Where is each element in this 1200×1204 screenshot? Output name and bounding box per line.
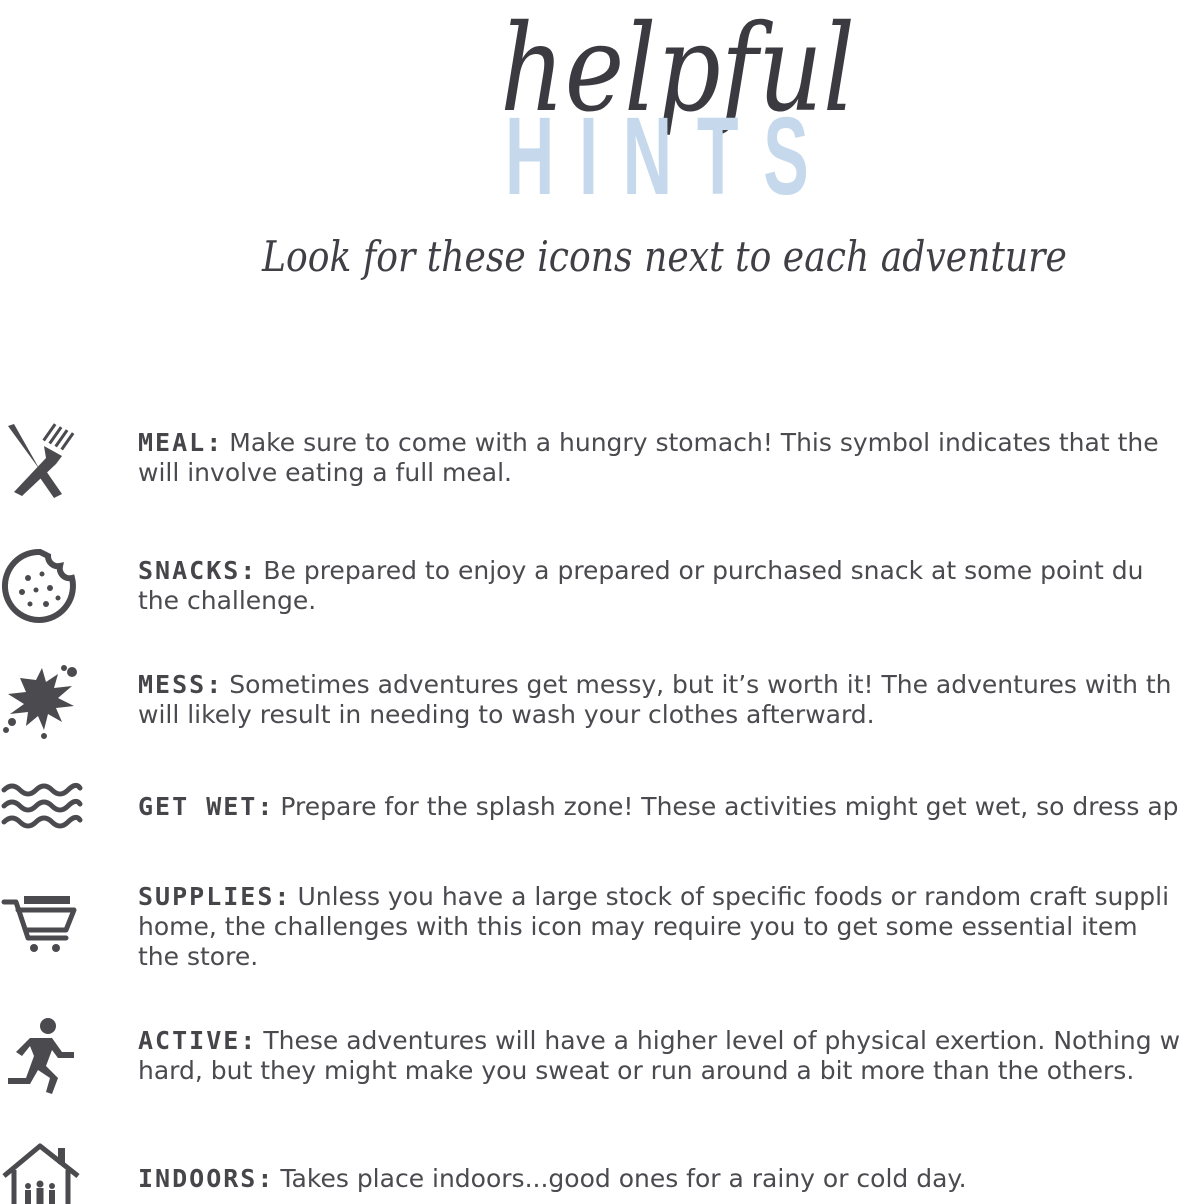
active-text-line-1: These adventures will have a higher level of physical exertion. Nothing w: [263, 1026, 1181, 1055]
meal-text-line-2: will involve eating a full meal.: [138, 458, 512, 487]
cookie-icon: [0, 548, 84, 624]
meal-label: MEAL:: [138, 428, 224, 457]
fork-knife-icon: [0, 420, 84, 500]
meal-text-line-1: Make sure to come with a hungry stomach! This symbol indicates that the: [229, 428, 1159, 457]
subtitle: Look for these icons next to each adventure: [262, 232, 1067, 281]
running-person-icon: [0, 1016, 84, 1096]
indoors-text-line-1: Takes place indoors...good ones for a rainy or cold day.: [280, 1164, 967, 1193]
active-label: ACTIVE:: [138, 1026, 258, 1055]
mess-text-line-2: will likely result in needing to wash your clothes afterward.: [138, 700, 875, 729]
mess-text-line-1: Sometimes adventures get messy, but it’s worth it! The adventures with th: [229, 670, 1172, 699]
hints-title: HINTS: [505, 95, 834, 218]
snacks-text-line-1: Be prepared to enjoy a prepared or purchased snack at some point du: [263, 556, 1144, 585]
supplies-text-line-3: the store.: [138, 942, 259, 971]
shopping-cart-icon: [0, 890, 84, 956]
snacks-label: SNACKS:: [138, 556, 258, 585]
waves-icon: [0, 778, 84, 834]
get-wet-label: GET WET:: [138, 792, 275, 821]
active-text-line-2: hard, but they might make you sweat or run around a bit more than the others.: [138, 1056, 1135, 1085]
get-wet-text-line-1: Prepare for the splash zone! These activities might get wet, so dress ap: [280, 792, 1179, 821]
splat-icon: [0, 660, 84, 740]
snacks-text-line-2: the challenge.: [138, 586, 317, 615]
svg-text:helpful: helpful: [500, 0, 855, 139]
mess-label: MESS:: [138, 670, 224, 699]
supplies-text-line-1: Unless you have a large stock of specific foods or random craft suppli: [297, 882, 1170, 911]
supplies-label: SUPPLIES:: [138, 882, 292, 911]
house-icon: [0, 1140, 84, 1204]
indoors-label: INDOORS:: [138, 1164, 275, 1193]
supplies-text-line-2: home, the challenges with this icon may require you to get some essential item: [138, 912, 1138, 941]
